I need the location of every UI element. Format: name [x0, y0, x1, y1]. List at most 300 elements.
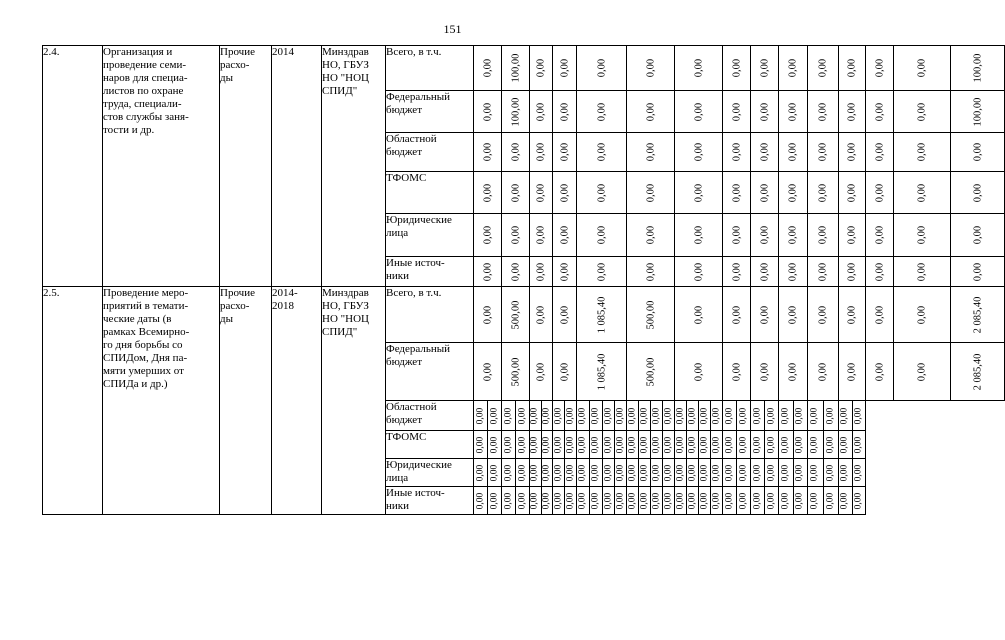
amount-value: 0,00 — [482, 142, 493, 162]
amount-cell — [675, 172, 723, 214]
amount-cell — [779, 287, 808, 343]
amount-value: 0,00 — [766, 407, 776, 424]
line: Областной — [386, 401, 437, 413]
line: СПИДом, Дня па- — [103, 352, 188, 364]
item-number — [43, 287, 103, 515]
line: Минздрав — [322, 46, 369, 58]
amount-value: 0,00 — [787, 362, 799, 381]
line: НО, ГБУЗ — [322, 59, 369, 71]
amount-value: 0,00 — [529, 464, 540, 481]
amount-cell — [751, 431, 765, 459]
amount-cell — [723, 287, 751, 343]
amount-value: 0,00 — [645, 262, 656, 281]
amount-cell — [651, 431, 663, 459]
amount-cell — [530, 91, 553, 133]
amount-value: 0,00 — [752, 436, 762, 453]
amount-cell — [894, 214, 951, 257]
amount-value: 0,00 — [916, 262, 928, 281]
line: стов службы заня- — [103, 111, 189, 123]
amount-cell — [737, 431, 751, 459]
amount-value: 0,00 — [759, 58, 770, 78]
line: лица — [386, 227, 409, 239]
funding-source — [386, 91, 474, 133]
funding-source — [386, 133, 474, 172]
line: 2018 — [272, 300, 294, 312]
amount-value: 0,00 — [553, 407, 563, 424]
amount-value: 0,00 — [510, 183, 521, 202]
amount-value: 0,00 — [825, 407, 836, 424]
amount-value: 0,00 — [687, 436, 697, 453]
amount-cell — [723, 257, 751, 287]
amount-value: 2 085,40 — [972, 353, 983, 390]
amount-cell — [687, 487, 699, 515]
amount-value: 0,00 — [517, 492, 527, 509]
amount-cell — [723, 459, 737, 487]
amount-value: 0,00 — [809, 464, 820, 481]
amount-value: 0,00 — [675, 464, 685, 481]
line: ды — [220, 313, 233, 325]
amount-value: 2 085,40 — [972, 296, 983, 333]
line: расхо- — [220, 59, 250, 71]
amount-value: 0,00 — [916, 225, 928, 245]
amount-value: 0,00 — [482, 225, 493, 245]
amount-cell — [687, 431, 699, 459]
amount-cell — [516, 401, 530, 431]
amount-cell — [894, 287, 951, 343]
line: НО, ГБУЗ — [322, 300, 369, 312]
amount-value: 0,00 — [651, 436, 661, 453]
amount-value: 0,00 — [724, 436, 734, 453]
amount-cell — [577, 343, 627, 401]
amount-cell — [651, 487, 663, 515]
amount-value: 0,00 — [559, 262, 570, 281]
amount-cell — [852, 459, 866, 487]
amount-cell — [675, 257, 723, 287]
amount-value: 0,00 — [529, 492, 540, 509]
line: Иные источ- — [386, 257, 445, 269]
amount-value: 0,00 — [839, 464, 850, 481]
amount-value: 0,00 — [639, 492, 649, 509]
amount-value: 0,00 — [663, 436, 673, 453]
amount-value: 0,00 — [489, 464, 499, 481]
amount-value: 0,00 — [787, 102, 799, 121]
amount-cell — [779, 133, 808, 172]
amount-value: 100,00 — [972, 53, 983, 83]
amount-value: 0,00 — [510, 225, 521, 245]
amount-value: 0,00 — [482, 102, 493, 121]
amount-value: 0,00 — [846, 362, 858, 381]
amount-value: 0,00 — [590, 436, 601, 453]
amount-value: 0,00 — [731, 225, 742, 245]
amount-value: 0,00 — [738, 464, 748, 481]
amount-value: 0,00 — [809, 436, 820, 453]
line: Юридические — [386, 214, 452, 226]
amount-value: 0,00 — [724, 407, 734, 424]
amount-cell — [751, 343, 779, 401]
amount-value: 0,00 — [853, 436, 864, 453]
amount-cell — [530, 401, 542, 431]
amount-cell — [565, 459, 577, 487]
amount-cell — [866, 46, 894, 91]
amount-value: 0,00 — [787, 305, 799, 324]
amount-value: 0,00 — [510, 142, 521, 162]
amount-cell — [808, 343, 839, 401]
amount-cell — [553, 172, 577, 214]
amount-cell — [808, 214, 839, 257]
amount-cell — [474, 257, 502, 287]
amount-cell — [894, 343, 951, 401]
amount-value: 0,00 — [693, 102, 704, 121]
amount-value: 0,00 — [738, 436, 748, 453]
amount-cell — [603, 459, 615, 487]
amount-value: 0,00 — [627, 407, 637, 424]
amount-cell — [663, 487, 675, 515]
amount-value: 0,00 — [738, 492, 748, 509]
amount-value: 0,00 — [482, 262, 493, 281]
amount-cell — [553, 46, 577, 91]
amount-cell — [765, 487, 779, 515]
amount-value: 0,00 — [603, 407, 613, 424]
amount-cell — [839, 287, 866, 343]
amount-cell — [530, 431, 542, 459]
amount-cell — [793, 431, 808, 459]
amount-cell — [823, 431, 839, 459]
amount-cell — [839, 133, 866, 172]
amount-cell — [839, 431, 853, 459]
amount-value: 0,00 — [839, 407, 850, 424]
amount-cell — [530, 46, 553, 91]
amount-value: 0,00 — [787, 183, 799, 202]
amount-value: 0,00 — [693, 362, 704, 381]
amount-value: 0,00 — [759, 305, 770, 324]
amount-cell — [577, 133, 627, 172]
amount-cell — [866, 214, 894, 257]
amount-value: 0,00 — [780, 492, 791, 509]
line: ды — [220, 72, 233, 84]
amount-cell — [751, 91, 779, 133]
amount-cell — [839, 172, 866, 214]
amount-value: 0,00 — [874, 305, 885, 324]
amount-value: 0,00 — [972, 225, 983, 245]
line: расхо- — [220, 300, 250, 312]
amount-cell — [474, 459, 488, 487]
amount-value: 0,00 — [475, 492, 485, 509]
amount-value: 0,00 — [766, 492, 776, 509]
amount-cell — [651, 459, 663, 487]
amount-cell — [488, 431, 502, 459]
amount-value: 0,00 — [577, 492, 588, 509]
amount-value: 0,00 — [759, 225, 770, 245]
amount-cell — [779, 46, 808, 91]
funding-source — [386, 401, 474, 431]
line: Федеральный — [386, 343, 451, 355]
amount-value: 0,00 — [853, 407, 864, 424]
amount-cell — [577, 431, 590, 459]
amount-value: 0,00 — [482, 362, 493, 381]
amount-value: 0,00 — [603, 436, 613, 453]
amount-value: 0,00 — [645, 142, 656, 162]
amount-cell — [502, 257, 530, 287]
line: Юридические — [386, 459, 452, 471]
funding-source — [386, 257, 474, 287]
amount-cell — [765, 431, 779, 459]
amount-value: 0,00 — [517, 407, 527, 424]
amount-cell — [530, 172, 553, 214]
amount-value: 0,00 — [809, 492, 820, 509]
amount-value: 0,00 — [846, 183, 858, 202]
amount-cell — [793, 459, 808, 487]
amount-value: 0,00 — [627, 464, 637, 481]
amount-cell — [565, 487, 577, 515]
amount-cell — [866, 172, 894, 214]
amount-cell — [627, 257, 675, 287]
amount-cell — [502, 287, 530, 343]
table-row — [43, 287, 1005, 343]
amount-value: 0,00 — [794, 407, 805, 424]
funding-source — [386, 487, 474, 515]
amount-cell — [627, 91, 675, 133]
amount-value: 0,00 — [535, 262, 547, 281]
amount-cell — [663, 431, 675, 459]
amount-cell — [711, 487, 723, 515]
amount-cell — [808, 487, 824, 515]
amount-cell — [894, 91, 951, 133]
amount-value: 0,00 — [559, 102, 570, 121]
line: наров для специа- — [103, 72, 188, 84]
amount-cell — [711, 459, 723, 487]
line: тости и др. — [103, 124, 155, 136]
amount-cell — [779, 172, 808, 214]
amount-value: 0,00 — [553, 436, 563, 453]
amount-value: 0,00 — [766, 464, 776, 481]
amount-value: 0,00 — [972, 262, 983, 281]
amount-cell — [675, 214, 723, 257]
amount-cell — [474, 133, 502, 172]
expense-type — [220, 46, 272, 287]
line: Прочие — [220, 46, 255, 58]
line: 2014 — [272, 46, 294, 58]
amount-value: 0,00 — [731, 262, 742, 281]
amount-cell — [839, 487, 853, 515]
amount-value: 0,00 — [693, 305, 704, 324]
amount-cell — [639, 431, 651, 459]
amount-cell — [530, 487, 542, 515]
amount-cell — [894, 172, 951, 214]
amount-value: 0,00 — [711, 436, 721, 453]
amount-value: 0,00 — [559, 362, 570, 381]
amount-value: 0,00 — [645, 225, 656, 245]
amount-cell — [553, 459, 565, 487]
amount-value: 0,00 — [693, 262, 704, 281]
amount-cell — [577, 487, 590, 515]
amount-value: 0,00 — [759, 102, 770, 121]
amount-cell — [723, 401, 737, 431]
amount-value: 0,00 — [972, 183, 983, 202]
amount-cell — [866, 91, 894, 133]
amount-value: 0,00 — [565, 492, 575, 509]
amount-value: 0,00 — [475, 436, 485, 453]
amount-value: 0,00 — [559, 183, 570, 202]
amount-cell — [474, 487, 488, 515]
amount-value: 0,00 — [596, 262, 607, 281]
amount-value: 0,00 — [846, 58, 858, 78]
amount-cell — [808, 287, 839, 343]
period — [272, 287, 322, 515]
amount-cell — [839, 257, 866, 287]
amount-value: 0,00 — [809, 407, 820, 424]
amount-cell — [488, 459, 502, 487]
line: го дня борьбы со — [103, 339, 183, 351]
amount-cell — [590, 431, 603, 459]
amount-value: 0,00 — [711, 407, 721, 424]
amount-cell — [751, 214, 779, 257]
amount-value: 0,00 — [535, 225, 547, 245]
amount-cell — [627, 401, 639, 431]
amount-value: 0,00 — [596, 142, 607, 162]
amount-cell — [793, 487, 808, 515]
amount-cell — [808, 46, 839, 91]
funding-source — [386, 287, 474, 343]
amount-cell — [866, 133, 894, 172]
amount-cell — [675, 133, 723, 172]
amount-cell — [765, 459, 779, 487]
amount-cell — [615, 401, 627, 431]
amount-value: 0,00 — [916, 58, 928, 78]
executor — [322, 46, 386, 287]
amount-cell — [553, 401, 565, 431]
amount-cell — [627, 214, 675, 257]
line: проведение семи- — [103, 59, 187, 71]
amount-cell — [675, 91, 723, 133]
amount-cell — [553, 431, 565, 459]
amount-cell — [651, 401, 663, 431]
line: НО "НОЦ — [322, 313, 369, 325]
amount-cell — [839, 214, 866, 257]
amount-value: 100,00 — [510, 53, 521, 83]
amount-cell — [779, 91, 808, 133]
amount-cell — [687, 459, 699, 487]
amount-value: 0,00 — [711, 492, 721, 509]
amount-cell — [808, 431, 824, 459]
amount-cell — [823, 487, 839, 515]
amount-value: 0,00 — [853, 464, 864, 481]
amount-value: 0,00 — [874, 142, 885, 162]
amount-cell — [590, 459, 603, 487]
amount-value: 0,00 — [553, 492, 563, 509]
amount-cell — [530, 214, 553, 257]
amount-value: 0,00 — [651, 464, 661, 481]
amount-value: 0,00 — [846, 262, 858, 281]
amount-cell — [553, 214, 577, 257]
amount-value: 0,00 — [853, 492, 864, 509]
amount-value: 0,00 — [759, 183, 770, 202]
item-number-text: 2.4. — [43, 46, 60, 58]
item-number — [43, 46, 103, 287]
line: лица — [386, 472, 409, 484]
amount-cell — [603, 431, 615, 459]
line: ТФОМС — [386, 172, 427, 184]
amount-value: 0,00 — [503, 436, 513, 453]
amount-value: 0,00 — [535, 58, 547, 78]
amount-cell — [737, 459, 751, 487]
amount-cell — [699, 487, 711, 515]
amount-value: 0,00 — [846, 102, 858, 121]
amount-cell — [751, 287, 779, 343]
amount-cell — [823, 459, 839, 487]
amount-value: 0,00 — [541, 407, 552, 424]
amount-cell — [675, 487, 687, 515]
line: Иные источ- — [386, 487, 445, 499]
amount-value: 500,00 — [645, 357, 656, 386]
amount-value: 0,00 — [663, 492, 673, 509]
amount-value: 0,00 — [482, 183, 493, 202]
line: труда, специали- — [103, 98, 182, 110]
amount-value: 0,00 — [565, 464, 575, 481]
amount-value: 0,00 — [559, 142, 570, 162]
amount-value: 0,00 — [475, 407, 485, 424]
amount-value: 0,00 — [839, 436, 850, 453]
amount-cell — [541, 487, 553, 515]
amount-cell — [951, 91, 1005, 133]
amount-cell — [699, 459, 711, 487]
amount-cell — [502, 91, 530, 133]
amount-value: 0,00 — [687, 407, 697, 424]
amount-cell — [723, 487, 737, 515]
amount-value: 0,00 — [565, 436, 575, 453]
amount-cell — [839, 459, 853, 487]
amount-value: 0,00 — [825, 464, 836, 481]
amount-cell — [541, 459, 553, 487]
amount-cell — [808, 459, 824, 487]
amount-cell — [951, 214, 1005, 257]
amount-cell — [553, 133, 577, 172]
amount-cell — [699, 401, 711, 431]
amount-value: 0,00 — [596, 58, 607, 78]
amount-cell — [894, 133, 951, 172]
amount-cell — [808, 401, 824, 431]
amount-value: 0,00 — [615, 464, 625, 481]
amount-value: 0,00 — [577, 464, 588, 481]
amount-cell — [737, 487, 751, 515]
amount-value: 0,00 — [687, 492, 697, 509]
amount-cell — [615, 431, 627, 459]
amount-value: 0,00 — [603, 464, 613, 481]
amount-value: 0,00 — [817, 225, 829, 245]
amount-value: 0,00 — [693, 142, 704, 162]
amount-cell — [502, 487, 516, 515]
amount-value: 0,00 — [874, 102, 885, 121]
amount-cell — [474, 343, 502, 401]
amount-cell — [866, 287, 894, 343]
amount-cell — [541, 401, 553, 431]
amount-value: 0,00 — [535, 305, 547, 324]
amount-cell — [866, 343, 894, 401]
amount-value: 0,00 — [687, 464, 697, 481]
amount-cell — [951, 46, 1005, 91]
amount-value: 0,00 — [874, 225, 885, 245]
amount-cell — [639, 487, 651, 515]
amount-cell — [675, 401, 687, 431]
amount-cell — [723, 46, 751, 91]
amount-value: 0,00 — [535, 362, 547, 381]
line: Прочие — [220, 287, 255, 299]
amount-cell — [765, 401, 779, 431]
amount-value: 0,00 — [794, 436, 805, 453]
amount-value: 0,00 — [675, 436, 685, 453]
amount-cell — [627, 431, 639, 459]
amount-cell — [675, 431, 687, 459]
amount-cell — [751, 401, 765, 431]
